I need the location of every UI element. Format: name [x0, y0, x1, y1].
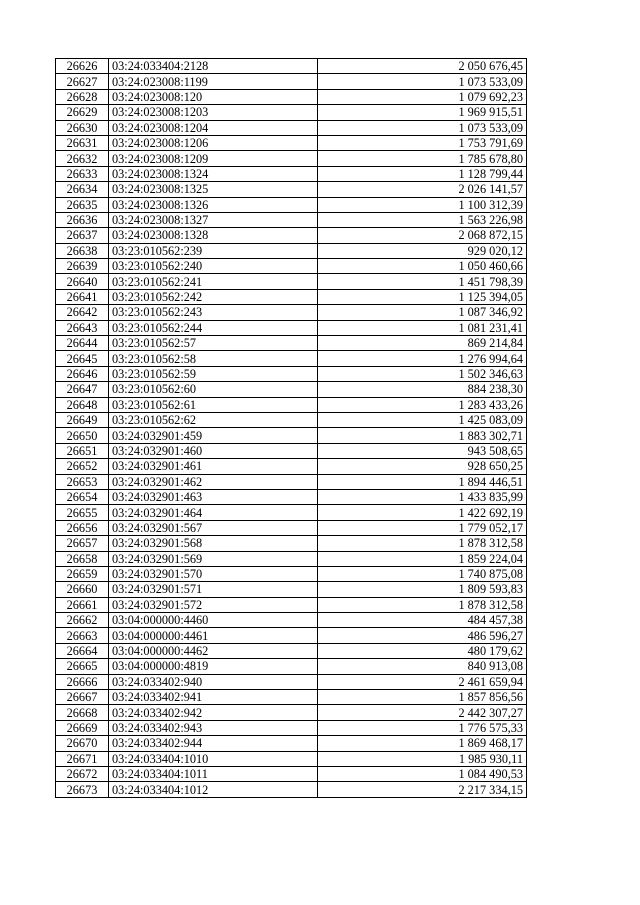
table-row: [56, 89, 527, 104]
row-number-cell: 26651: [56, 443, 109, 458]
row-number-cell: 26629: [56, 105, 109, 120]
table-row: [56, 228, 527, 243]
cadastral-number-cell: 03:04:000000:4461: [109, 628, 318, 643]
cadastral-value-cell: 1 878 312,58: [318, 536, 527, 551]
table-row: [56, 782, 527, 797]
table-row: [56, 74, 527, 89]
row-number-cell: 26637: [56, 228, 109, 243]
table-row: [56, 366, 527, 381]
cadastral-value-cell: 1 785 678,80: [318, 151, 527, 166]
row-number-cell: 26641: [56, 289, 109, 304]
row-number-cell: 26632: [56, 151, 109, 166]
table-row: [56, 320, 527, 335]
cadastral-number-cell: 03:24:032901:570: [109, 566, 318, 581]
cadastral-number-cell: 03:24:023008:1326: [109, 197, 318, 212]
table-row: [56, 720, 527, 735]
cadastral-number-cell: 03:24:023008:1203: [109, 105, 318, 120]
cadastral-number-cell: 03:24:032901:572: [109, 597, 318, 612]
cadastral-number-cell: 03:24:033404:1012: [109, 782, 318, 797]
cadastral-value-cell: 1 422 692,19: [318, 505, 527, 520]
cadastral-value-cell: 1 894 446,51: [318, 474, 527, 489]
table-row: [56, 751, 527, 766]
table-row: [56, 536, 527, 551]
row-number-cell: 26633: [56, 166, 109, 181]
cadastral-value-cell: 484 457,38: [318, 613, 527, 628]
row-number-cell: 26661: [56, 597, 109, 612]
table-row: [56, 274, 527, 289]
row-number-cell: 26643: [56, 320, 109, 335]
cadastral-number-cell: 03:24:033402:942: [109, 705, 318, 720]
cadastral-value-cell: 2 068 872,15: [318, 228, 527, 243]
table-row: [56, 443, 527, 458]
cadastral-value-cell: 1 809 593,83: [318, 582, 527, 597]
cadastral-number-cell: 03:24:023008:1328: [109, 228, 318, 243]
table-row: [56, 243, 527, 258]
table-row: [56, 690, 527, 705]
cadastral-value-cell: 1 878 312,58: [318, 597, 527, 612]
cadastral-number-cell: 03:24:032901:459: [109, 428, 318, 443]
cadastral-number-cell: 03:24:033404:2128: [109, 59, 318, 74]
cadastral-number-cell: 03:24:033402:943: [109, 720, 318, 735]
table-row: [56, 59, 527, 74]
cadastral-value-cell: 1 753 791,69: [318, 135, 527, 150]
cadastral-number-cell: 03:24:032901:567: [109, 520, 318, 535]
row-number-cell: 26644: [56, 336, 109, 351]
cadastral-number-cell: 03:24:032901:464: [109, 505, 318, 520]
table-row: [56, 520, 527, 535]
cadastral-number-cell: 03:24:033404:1010: [109, 751, 318, 766]
cadastral-value-cell: 2 026 141,57: [318, 182, 527, 197]
cadastral-number-cell: 03:23:010562:58: [109, 351, 318, 366]
row-number-cell: 26648: [56, 397, 109, 412]
cadastral-number-cell: 03:24:032901:461: [109, 459, 318, 474]
cadastral-number-cell: 03:24:023008:1327: [109, 212, 318, 227]
cadastral-value-cell: 1 081 231,41: [318, 320, 527, 335]
cadastral-number-cell: 03:24:032901:460: [109, 443, 318, 458]
row-number-cell: 26657: [56, 536, 109, 551]
row-number-cell: 26672: [56, 766, 109, 781]
cadastral-value-cell: 884 238,30: [318, 382, 527, 397]
cadastral-value-cell: 1 776 575,33: [318, 720, 527, 735]
cadastral-value-cell: 1 502 346,63: [318, 366, 527, 381]
cadastral-number-cell: 03:24:023008:1204: [109, 120, 318, 135]
table-row: [56, 505, 527, 520]
cadastral-number-cell: 03:23:010562:59: [109, 366, 318, 381]
cadastral-value-cell: 1 425 083,09: [318, 412, 527, 427]
table-row: [56, 489, 527, 504]
cadastral-value-cell: 1 084 490,53: [318, 766, 527, 781]
table-row: [56, 551, 527, 566]
table-row: [56, 628, 527, 643]
cadastral-value-cell: 1 276 994,64: [318, 351, 527, 366]
table-row: [56, 397, 527, 412]
cadastral-number-cell: 03:04:000000:4819: [109, 659, 318, 674]
table-row: [56, 120, 527, 135]
table-row: [56, 582, 527, 597]
row-number-cell: 26645: [56, 351, 109, 366]
cadastral-value-cell: 1 883 302,71: [318, 428, 527, 443]
cadastral-number-cell: 03:24:033402:941: [109, 690, 318, 705]
row-number-cell: 26667: [56, 690, 109, 705]
row-number-cell: 26673: [56, 782, 109, 797]
cadastral-number-cell: 03:04:000000:4460: [109, 613, 318, 628]
row-number-cell: 26630: [56, 120, 109, 135]
cadastral-number-cell: 03:23:010562:61: [109, 397, 318, 412]
row-number-cell: 26649: [56, 412, 109, 427]
cadastral-value-cell: 1 563 226,98: [318, 212, 527, 227]
cadastral-number-cell: 03:24:023008:1206: [109, 135, 318, 150]
row-number-cell: 26642: [56, 305, 109, 320]
table-row: [56, 736, 527, 751]
cadastral-value-cell: 928 650,25: [318, 459, 527, 474]
cadastral-value-cell: 1 451 798,39: [318, 274, 527, 289]
row-number-cell: 26669: [56, 720, 109, 735]
table-body: [56, 59, 527, 798]
row-number-cell: 26631: [56, 135, 109, 150]
cadastral-value-cell: 1 857 856,56: [318, 690, 527, 705]
row-number-cell: 26663: [56, 628, 109, 643]
row-number-cell: 26660: [56, 582, 109, 597]
cadastral-number-cell: 03:23:010562:241: [109, 274, 318, 289]
cadastral-number-cell: 03:24:032901:462: [109, 474, 318, 489]
cadastral-number-cell: 03:23:010562:60: [109, 382, 318, 397]
table-row: [56, 166, 527, 181]
table-row: [56, 197, 527, 212]
cadastral-number-cell: 03:23:010562:243: [109, 305, 318, 320]
cadastral-value-cell: 1 779 052,17: [318, 520, 527, 535]
row-number-cell: 26634: [56, 182, 109, 197]
table-row: [56, 105, 527, 120]
row-number-cell: 26639: [56, 259, 109, 274]
table-row: [56, 305, 527, 320]
row-number-cell: 26671: [56, 751, 109, 766]
row-number-cell: 26628: [56, 89, 109, 104]
cadastral-number-cell: 03:24:033404:1011: [109, 766, 318, 781]
row-number-cell: 26626: [56, 59, 109, 74]
cadastral-value-cell: 1 869 468,17: [318, 736, 527, 751]
cadastral-value-cell: 2 461 659,94: [318, 674, 527, 689]
cadastral-number-cell: 03:24:032901:463: [109, 489, 318, 504]
row-number-cell: 26627: [56, 74, 109, 89]
table-row: [56, 613, 527, 628]
cadastral-number-cell: 03:24:023008:1324: [109, 166, 318, 181]
table-row: [56, 259, 527, 274]
row-number-cell: 26653: [56, 474, 109, 489]
cadastral-number-cell: 03:24:033402:944: [109, 736, 318, 751]
row-number-cell: 26668: [56, 705, 109, 720]
row-number-cell: 26635: [56, 197, 109, 212]
table-row: [56, 336, 527, 351]
cadastral-value-cell: 2 050 676,45: [318, 59, 527, 74]
cadastral-number-cell: 03:23:010562:240: [109, 259, 318, 274]
table-row: [56, 459, 527, 474]
cadastral-value-cell: 943 508,65: [318, 443, 527, 458]
cadastral-value-cell: 1 859 224,04: [318, 551, 527, 566]
cadastral-number-cell: 03:24:023008:1325: [109, 182, 318, 197]
row-number-cell: 26638: [56, 243, 109, 258]
row-number-cell: 26659: [56, 566, 109, 581]
cadastral-number-cell: 03:24:032901:569: [109, 551, 318, 566]
row-number-cell: 26665: [56, 659, 109, 674]
cadastral-value-cell: 2 217 334,15: [318, 782, 527, 797]
row-number-cell: 26658: [56, 551, 109, 566]
table-row: [56, 766, 527, 781]
cadastral-value-cell: 1 079 692,23: [318, 89, 527, 104]
cadastral-number-cell: 03:23:010562:244: [109, 320, 318, 335]
cadastral-number-cell: 03:24:032901:568: [109, 536, 318, 551]
cadastral-value-cell: 1 740 875,08: [318, 566, 527, 581]
row-number-cell: 26640: [56, 274, 109, 289]
cadastral-number-cell: 03:23:010562:242: [109, 289, 318, 304]
cadastral-value-cell: 929 020,12: [318, 243, 527, 258]
table-row: [56, 182, 527, 197]
cadastral-number-cell: 03:24:033402:940: [109, 674, 318, 689]
table-row: [56, 705, 527, 720]
cadastral-value-cell: 1 100 312,39: [318, 197, 527, 212]
row-number-cell: 26646: [56, 366, 109, 381]
table-row: [56, 643, 527, 658]
row-number-cell: 26670: [56, 736, 109, 751]
table-row: [56, 474, 527, 489]
cadastral-value-cell: 1 050 460,66: [318, 259, 527, 274]
cadastral-value-table: [55, 58, 527, 798]
row-number-cell: 26664: [56, 643, 109, 658]
row-number-cell: 26652: [56, 459, 109, 474]
cadastral-number-cell: 03:24:023008:120: [109, 89, 318, 104]
cadastral-number-cell: 03:23:010562:239: [109, 243, 318, 258]
row-number-cell: 26655: [56, 505, 109, 520]
cadastral-number-cell: 03:24:032901:571: [109, 582, 318, 597]
table-row: [56, 597, 527, 612]
table-row: [56, 674, 527, 689]
cadastral-number-cell: 03:24:023008:1199: [109, 74, 318, 89]
row-number-cell: 26650: [56, 428, 109, 443]
row-number-cell: 26666: [56, 674, 109, 689]
cadastral-value-cell: 1 283 433,26: [318, 397, 527, 412]
cadastral-number-cell: 03:23:010562:57: [109, 336, 318, 351]
table-row: [56, 135, 527, 150]
cadastral-value-cell: 869 214,84: [318, 336, 527, 351]
table-row: [56, 382, 527, 397]
row-number-cell: 26636: [56, 212, 109, 227]
cadastral-number-cell: 03:23:010562:62: [109, 412, 318, 427]
row-number-cell: 26647: [56, 382, 109, 397]
cadastral-value-cell: 1 125 394,05: [318, 289, 527, 304]
table-row: [56, 151, 527, 166]
cadastral-value-cell: 1 433 835,99: [318, 489, 527, 504]
row-number-cell: 26662: [56, 613, 109, 628]
cadastral-value-cell: 480 179,62: [318, 643, 527, 658]
table-row: [56, 428, 527, 443]
row-number-cell: 26654: [56, 489, 109, 504]
table-row: [56, 566, 527, 581]
cadastral-number-cell: 03:24:023008:1209: [109, 151, 318, 166]
row-number-cell: 26656: [56, 520, 109, 535]
table-row: [56, 351, 527, 366]
cadastral-value-cell: 1 073 533,09: [318, 74, 527, 89]
cadastral-value-cell: 1 128 799,44: [318, 166, 527, 181]
cadastral-value-cell: 1 073 533,09: [318, 120, 527, 135]
cadastral-value-cell: 2 442 307,27: [318, 705, 527, 720]
cadastral-value-cell: 486 596,27: [318, 628, 527, 643]
table-row: [56, 659, 527, 674]
cadastral-number-cell: 03:04:000000:4462: [109, 643, 318, 658]
table-row: [56, 412, 527, 427]
table-row: [56, 212, 527, 227]
table-row: [56, 289, 527, 304]
cadastral-value-cell: 1 969 915,51: [318, 105, 527, 120]
cadastral-value-cell: 840 913,08: [318, 659, 527, 674]
cadastral-value-cell: 1 087 346,92: [318, 305, 527, 320]
cadastral-value-cell: 1 985 930,11: [318, 751, 527, 766]
